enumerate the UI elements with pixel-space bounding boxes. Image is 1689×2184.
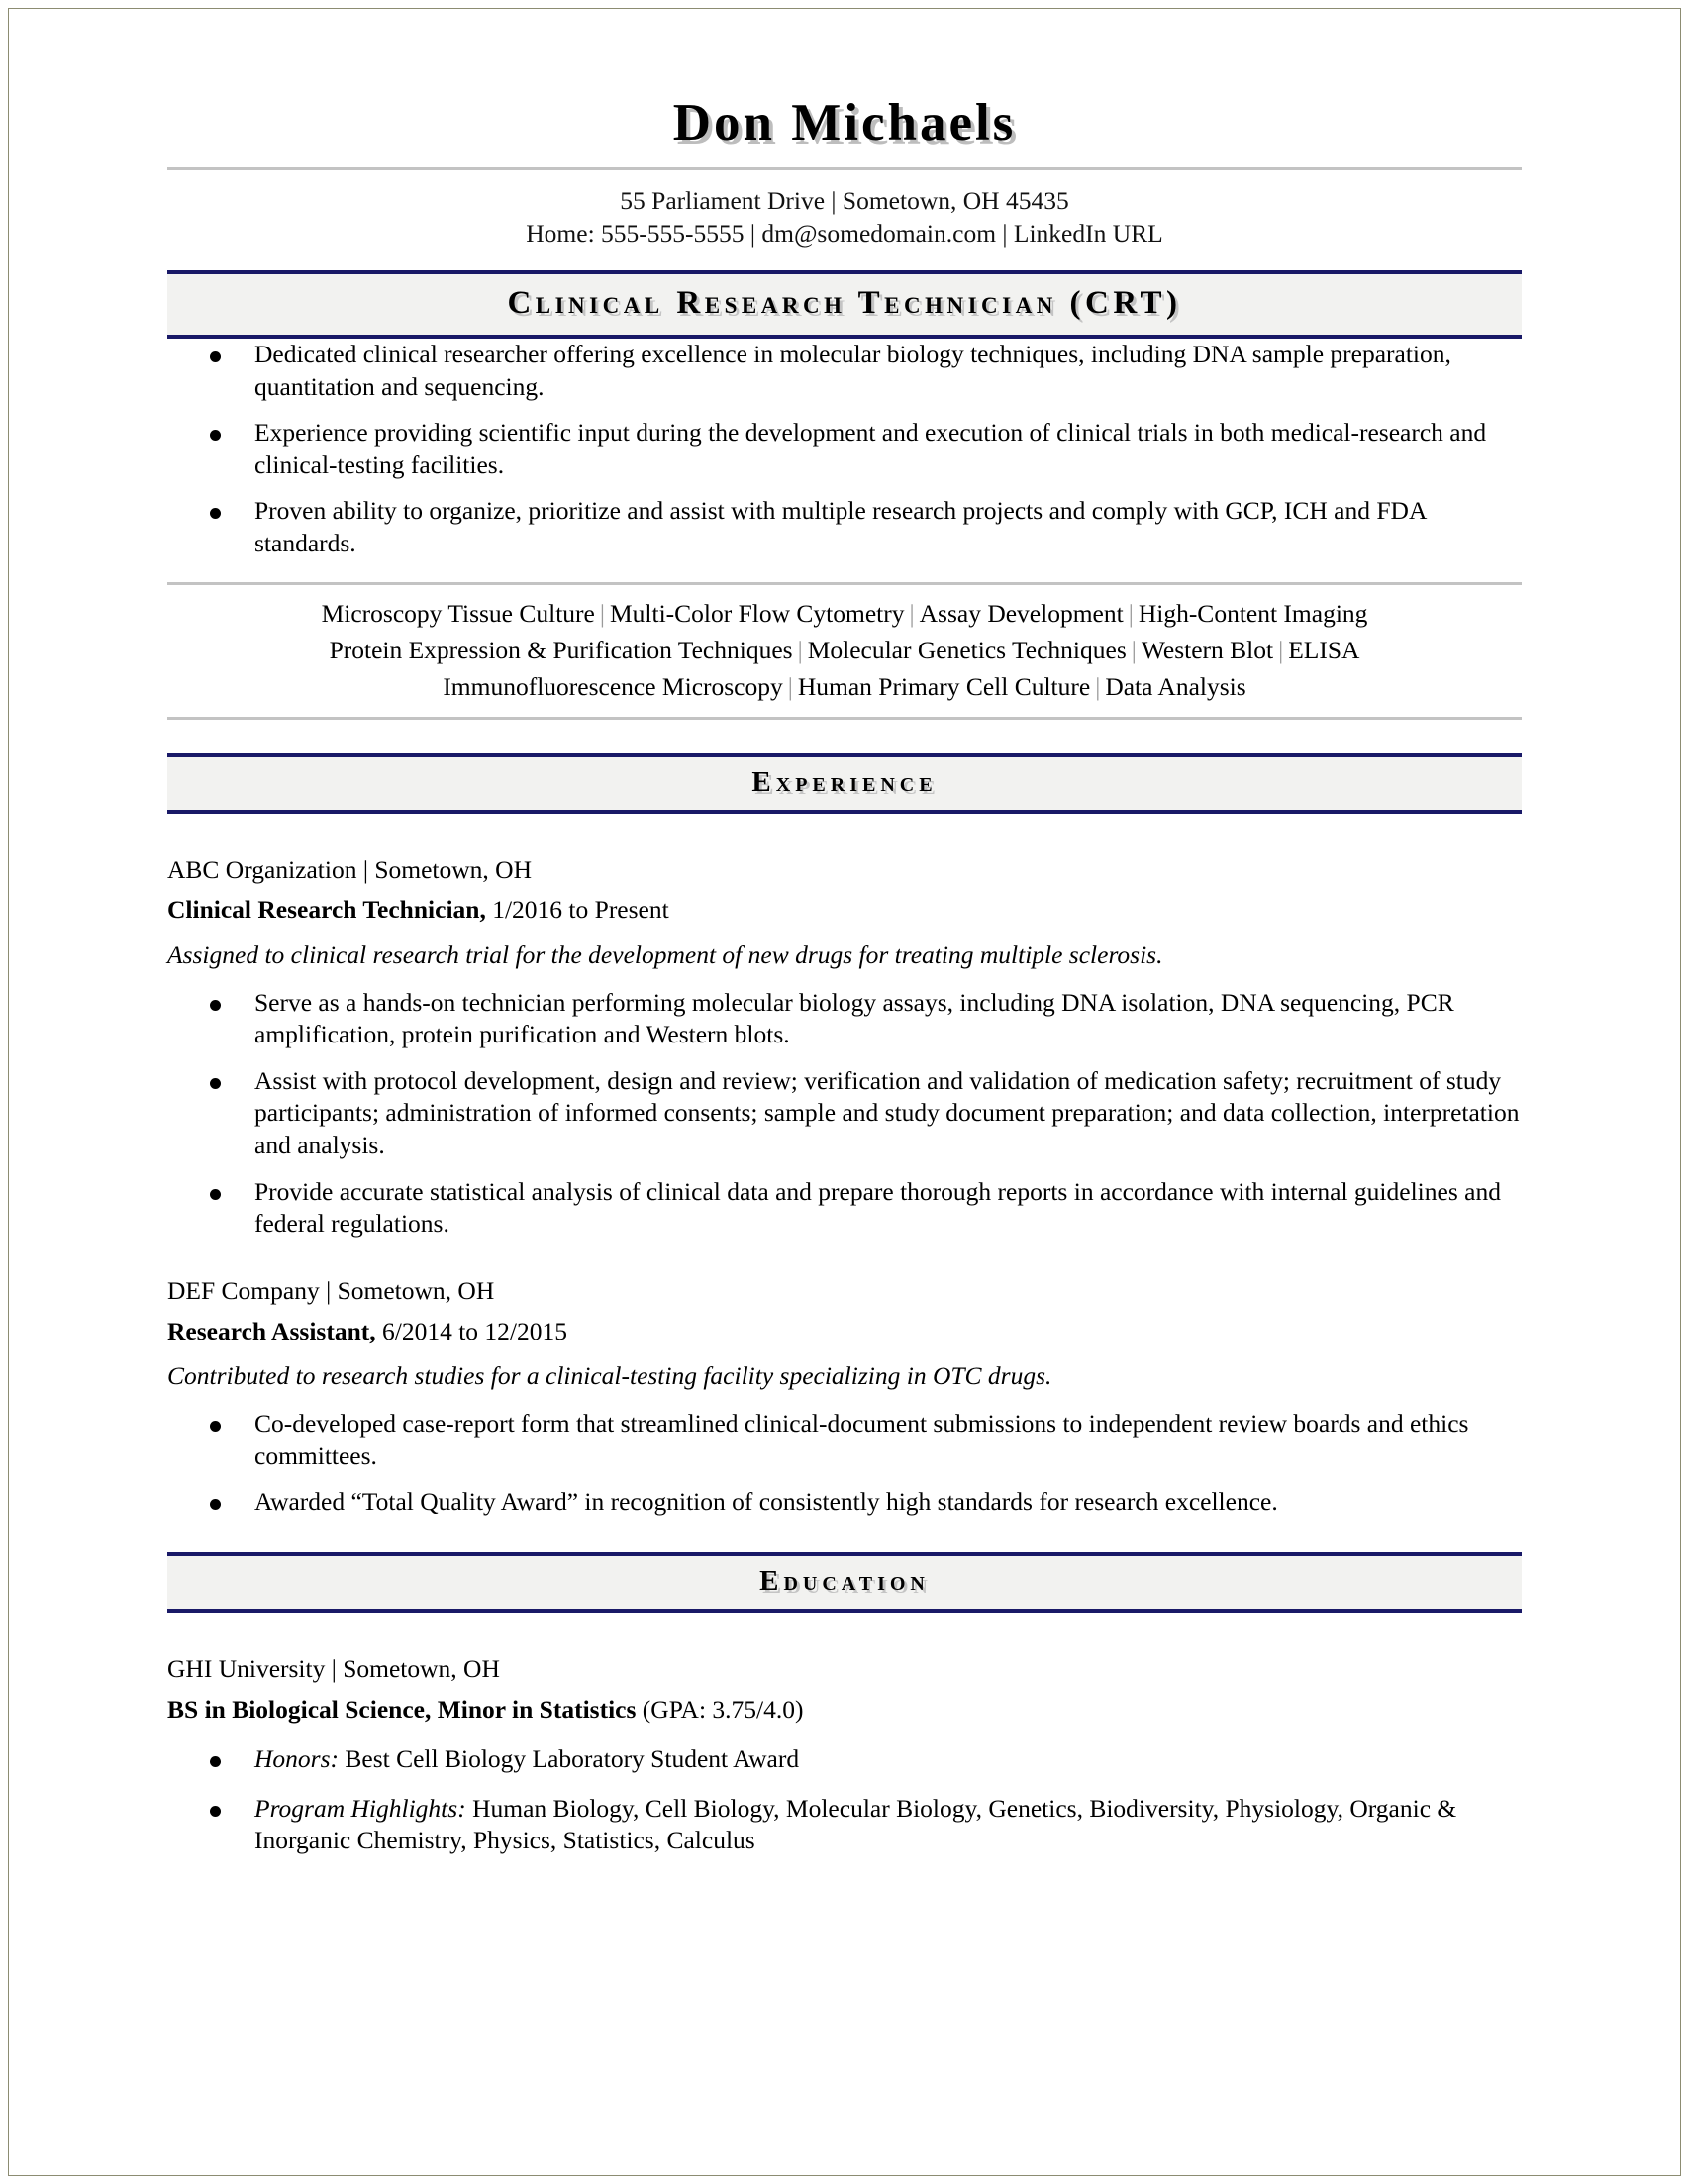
section-header-experience-text: Experience [751,765,938,798]
skill-separator: | [599,598,605,628]
job-bullet-list [167,1408,1522,1519]
education-school: GHI University | Sometown, OH [167,1653,500,1683]
list-item [167,417,1522,481]
skill-separator: | [909,598,915,628]
skill-item: High-Content Imaging [1138,598,1368,628]
bullet-dot-icon [210,430,221,441]
experience-section [167,853,1522,1519]
contact-block [9,170,1680,250]
resume-header [9,9,1680,151]
address-line: 55 Parliament Drive | Sometown, OH 45435 [620,185,1069,215]
skill-item: Protein Expression & Purification Techniques [329,635,793,664]
section-header-education-text: Education [759,1564,930,1597]
job-title-banner [167,270,1522,339]
skill-item: Immunofluorescence Microscopy [443,671,783,701]
job-entry [167,1274,1522,1519]
bullet-dot-icon [210,1806,221,1817]
job-title-text: Clinical Research Technician (CRT) [507,284,1182,321]
bullet-dot-icon [210,351,221,362]
job-description: Assigned to clinical research trial for the development of new drugs for treating multiple sclerosis. [167,940,1163,969]
job-role-line [167,1315,1522,1348]
skill-item: Western Blot [1141,635,1274,664]
job-bullet-text: Assist with protocol development, design and review; verification and validation of medication safety; recruitment of study participants; administration of informed consents; sample and study document preparation; and data collection, interpretation and analysis. [254,1065,1520,1160]
skill-item: Human Primary Cell Culture [797,671,1091,701]
education-section [167,1652,1522,1857]
bullet-dot-icon [210,1421,221,1432]
job-role-line [167,893,1522,927]
skills-line [206,596,1483,633]
job-dates: 6/2014 to 12/2015 [382,1316,568,1345]
summary-bullet-text: Dedicated clinical researcher offering excellence in molecular biology techniques, including DNA sample preparation, quantitation and sequencing. [254,339,1451,401]
education-degree-line [167,1693,1522,1727]
candidate-name: Don Michaels [672,94,1017,151]
section-header-education [167,1552,1522,1613]
skill-item: Data Analysis [1105,671,1246,701]
list-item [167,1408,1522,1472]
education-bullet-text: Best Cell Biology Laboratory Student Award [345,1744,800,1774]
job-bullet-text: Serve as a hands-on technician performing molecular biology assays, including DNA isolation, DNA sequencing, PCR amplification, protein purification and Western blots. [254,987,1454,1049]
section-header-experience [167,753,1522,814]
education-bullet-text: Human Biology, Cell Biology, Molecular Biology, Genetics, Biodiversity, Physiology, Organic & Inorganic Chemistry, Physics, Statistics, Calculus [254,1793,1457,1855]
bullet-dot-icon [210,1078,221,1089]
list-item [167,339,1522,403]
list-item [167,495,1522,559]
skill-separator: | [1128,598,1134,628]
skill-item: Microscopy Tissue Culture [321,598,595,628]
job-description: Contributed to research studies for a clinical-testing facility specializing in OTC drugs. [167,1361,1052,1391]
skills-divider-bottom [167,717,1522,720]
skill-item: ELISA [1288,635,1360,664]
job-bullet-text: Co-developed case-report form that streamlined clinical-document submissions to independent review boards and ethics committees. [254,1408,1469,1470]
education-bullet-label: Program Highlights: [254,1793,466,1823]
summary-bullet-list [167,339,1522,560]
list-item [167,1486,1522,1519]
job-dates: 1/2016 to Present [492,895,669,925]
skill-item: Molecular Genetics Techniques [807,635,1127,664]
list-item [167,1065,1522,1162]
contact-line: Home: 555-555-5555 | dm@somedomain.com | LinkedIn URL [526,219,1163,248]
summary-section [167,339,1522,560]
job-role-title: Research Assistant, [167,1316,376,1345]
job-role-title: Clinical Research Technician, [167,895,486,925]
education-bullet-list [167,1743,1522,1857]
resume-sheet [9,9,1680,1857]
job-organization: ABC Organization | Sometown, OH [167,854,532,884]
bullet-dot-icon [210,1000,221,1011]
job-entry [167,853,1522,1241]
list-item [167,987,1522,1051]
education-gpa: (GPA: 3.75/4.0) [642,1695,804,1725]
summary-bullet-text: Proven ability to organize, prioritize and assist with multiple research projects and comply with GCP, ICH and FDA standards. [254,496,1426,558]
bullet-dot-icon [210,508,221,519]
education-bullet-label: Honors: [254,1744,340,1774]
skill-item: Multi-Color Flow Cytometry [609,598,905,628]
job-bullet-text: Provide accurate statistical analysis of clinical data and prepare thorough reports in accordance with internal guidelines and federal regulations. [254,1176,1501,1239]
list-item [167,1176,1522,1241]
job-bullet-list [167,987,1522,1241]
summary-bullet-text: Experience providing scientific input during the development and execution of clinical trials in both medical-research and clinical-testing facilities. [254,418,1487,479]
skills-keyword-block [206,585,1483,706]
bullet-dot-icon [210,1756,221,1767]
skill-separator: | [1131,635,1137,664]
skill-separator: | [797,635,803,664]
bullet-dot-icon [210,1499,221,1510]
list-item [167,1793,1522,1857]
bullet-dot-icon [210,1189,221,1200]
skills-line [206,669,1483,706]
skill-separator: | [787,671,793,701]
job-bullet-text: Awarded “Total Quality Award” in recognition of consistently high standards for research excellence. [254,1487,1278,1517]
list-item [167,1743,1522,1776]
resume-page [8,8,1681,2176]
education-degree: BS in Biological Science, Minor in Statistics [167,1695,637,1725]
skill-item: Assay Development [919,598,1124,628]
skills-line [206,633,1483,669]
skill-separator: | [1278,635,1284,664]
skill-separator: | [1095,671,1101,701]
job-organization: DEF Company | Sometown, OH [167,1275,495,1305]
